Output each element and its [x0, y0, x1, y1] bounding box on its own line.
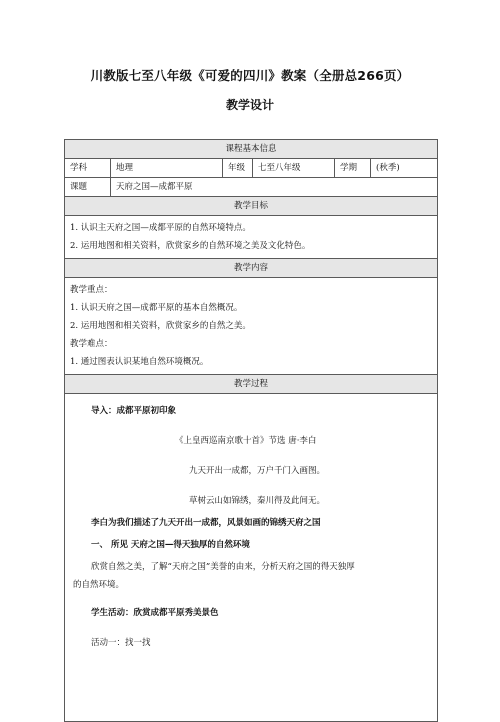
activity-one: 活动一：找一找	[91, 638, 151, 648]
poem-title: 《上皇西巡南京歌十首》节选 唐·李白	[175, 436, 317, 446]
objectives-header: 教学目标	[65, 197, 438, 216]
content-list	[65, 278, 438, 375]
paragraph-line-1: 欣赏自然之美，了解“天府之国”美誉的由来，分析天府之国的得天独厚	[91, 562, 355, 572]
term-value: (秋季)	[371, 159, 438, 178]
activity-heading: 学生活动：欣赏成都平原秀美景色	[91, 608, 219, 618]
objective-item-1: 1. 认识主天府之国—成都平原的自然环境特点。	[70, 223, 251, 233]
subject-label: 学科	[65, 159, 111, 178]
difficult-points-label: 教学难点：	[70, 339, 113, 349]
objectives-list	[65, 216, 438, 259]
topic-value: 天府之国—成都平原	[111, 178, 438, 197]
key-point-item-2: 2. 运用地图和相关资料，欣赏家乡的自然之美。	[70, 321, 251, 331]
grade-value: 七至八年级	[253, 159, 335, 178]
lesson-plan-table	[64, 139, 438, 722]
intro-heading: 导入：成都平原初印象	[91, 406, 177, 416]
summary-text: 李白为我们描述了九天开出一成都，风景如画的锦绣天府之国	[91, 518, 321, 528]
subject-value: 地理	[111, 159, 223, 178]
document-title: 川教版七至八年级《可爱的四川》教案（全册总266页）	[90, 68, 410, 83]
document-subtitle: 教学设计	[225, 98, 274, 112]
basic-info-header: 课程基本信息	[65, 140, 438, 159]
process-body	[65, 394, 438, 722]
topic-label: 课题	[65, 178, 111, 197]
term-label: 学期	[335, 159, 371, 178]
key-points-label: 教学重点：	[70, 285, 113, 295]
section-one-heading: 一、 所见 天府之国—得天独厚的自然环境	[91, 540, 250, 550]
grade-label: 年级	[223, 159, 253, 178]
poem-line-1: 九天开出一成都，万户千门入画图。	[189, 466, 326, 476]
key-point-item-1: 1. 认识天府之国—成都平原的基本自然概况。	[70, 303, 243, 313]
difficult-point-item-1: 1. 通过图表认识某地自然环境概况。	[70, 357, 209, 367]
content-header: 教学内容	[65, 259, 438, 278]
paragraph-line-2: 的自然环境。	[73, 580, 125, 590]
objective-item-2: 2. 运用地图和相关资料，欣赏家乡的自然环境之美及文化特色。	[70, 241, 311, 251]
process-header: 教学过程	[65, 375, 438, 394]
poem-line-2: 草树云山如锦绣，秦川得及此间无。	[189, 496, 326, 506]
